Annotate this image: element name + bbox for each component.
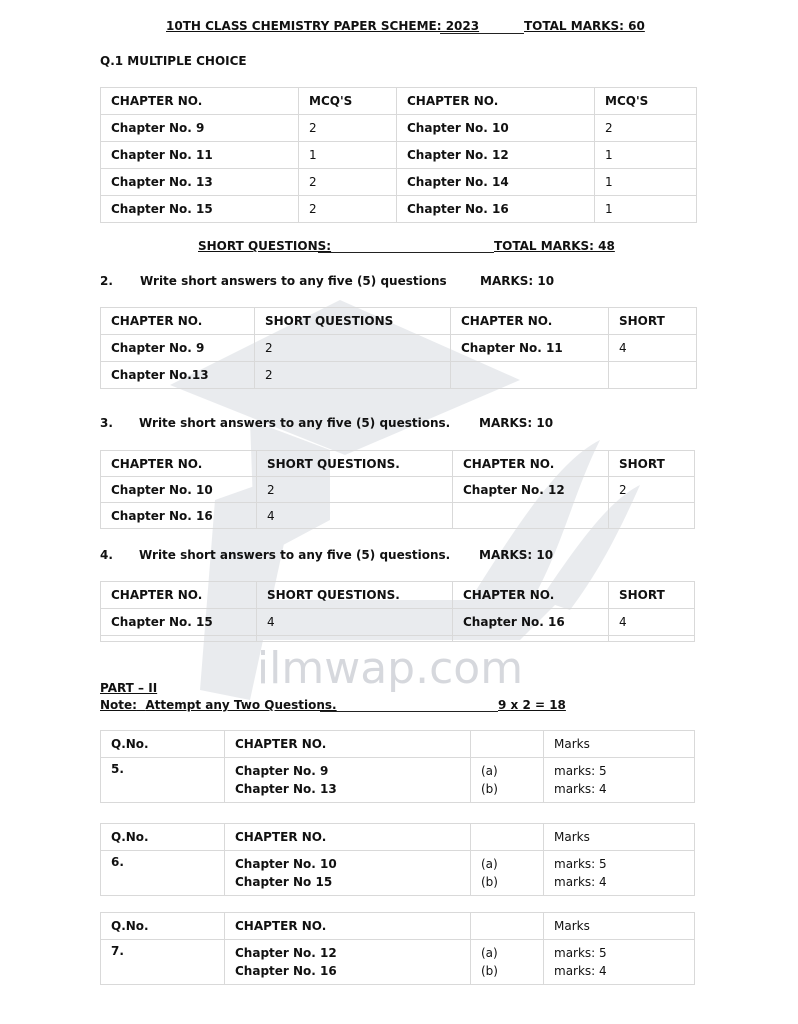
chapter-cell: Chapter No. 12	[453, 477, 609, 503]
mcq-table	[100, 87, 697, 223]
table-row	[101, 362, 697, 389]
chapters-list-item: Chapter No 15	[235, 875, 333, 889]
chapter-header: CHAPTER NO.	[225, 824, 471, 851]
column-header: SHORT QUESTIONS.	[257, 582, 453, 609]
table-row	[101, 851, 695, 896]
column-header: SHORT QUESTIONS	[255, 308, 451, 335]
parts-list-item: (a)	[481, 857, 498, 871]
empty-cell	[257, 636, 453, 642]
chapter-cell: Chapter No. 11	[101, 142, 299, 169]
table-row	[101, 335, 697, 362]
column-header: CHAPTER NO.	[397, 88, 595, 115]
qno-header: Q.No.	[101, 731, 225, 758]
column-header: CHAPTER NO.	[101, 88, 299, 115]
qno-header: Q.No.	[101, 824, 225, 851]
q3-number: 3.	[100, 416, 113, 430]
table-header-row	[101, 824, 695, 851]
q4-number: 4.	[100, 548, 113, 562]
table-header-row	[101, 88, 697, 115]
marks-list-item: marks: 4	[554, 875, 607, 889]
chapter-cell	[451, 362, 609, 389]
q4-table	[100, 581, 695, 642]
chapter-cell: Chapter No. 10	[101, 477, 257, 503]
count-cell: 2	[257, 477, 453, 503]
marks-header: Marks	[544, 824, 695, 851]
table-row	[101, 758, 695, 803]
chapter-cell: Chapter No. 16	[397, 196, 595, 223]
part2-marks: 9 x 2 = 18	[498, 698, 566, 712]
parts-list-item: (b)	[481, 964, 498, 978]
chapter-cell: Chapter No. 13	[101, 169, 299, 196]
count-cell: 2	[255, 335, 451, 362]
column-header: MCQ'S	[595, 88, 697, 115]
chapter-cell: Chapter No. 9	[101, 115, 299, 142]
long-question-table	[100, 912, 695, 985]
parts-list-item: (b)	[481, 875, 498, 889]
q2-table	[100, 307, 697, 389]
chapter-cell: Chapter No. 15	[101, 609, 257, 636]
marks-list-item: marks: 4	[554, 782, 607, 796]
table-row	[101, 940, 695, 985]
chapters-list	[225, 851, 471, 896]
total-marks: TOTAL MARKS: 60	[524, 19, 645, 33]
table-row	[101, 477, 695, 503]
question-number: 6.	[101, 851, 225, 896]
chapters-list-item: Chapter No. 9	[235, 764, 329, 778]
chapter-cell: Chapter No. 16	[453, 609, 609, 636]
q4-instruction: Write short answers to any five (5) questions.	[139, 548, 451, 562]
q2-number: 2.	[100, 274, 113, 288]
table-header-row	[101, 731, 695, 758]
table-row	[101, 115, 697, 142]
q4-marks: MARKS: 10	[479, 548, 554, 562]
chapter-cell: Chapter No. 14	[397, 169, 595, 196]
chapter-cell	[453, 503, 609, 529]
marks-list-item: marks: 5	[554, 946, 607, 960]
marks-list	[544, 758, 695, 803]
count-cell: 4	[257, 503, 453, 529]
question-number: 5.	[101, 758, 225, 803]
empty-cell	[609, 636, 695, 642]
column-header: CHAPTER NO.	[451, 308, 609, 335]
q3-marks: MARKS: 10	[479, 416, 554, 430]
parts-list-item: (a)	[481, 946, 498, 960]
column-header: CHAPTER NO.	[101, 582, 257, 609]
marks-list-item: marks: 5	[554, 764, 607, 778]
chapter-cell: Chapter No. 16	[101, 503, 257, 529]
empty-cell	[453, 636, 609, 642]
long-question-table	[100, 823, 695, 896]
q2-marks: MARKS: 10	[480, 274, 555, 288]
count-cell: 2	[299, 196, 397, 223]
column-header: CHAPTER NO.	[101, 308, 255, 335]
chapters-list-item: Chapter No. 12	[235, 946, 337, 960]
table-row	[101, 169, 697, 196]
parts-list	[471, 758, 544, 803]
empty-cell	[471, 824, 544, 851]
chapter-header: CHAPTER NO.	[225, 731, 471, 758]
marks-list	[544, 940, 695, 985]
marks-list-item: marks: 4	[554, 964, 607, 978]
count-cell: 2	[299, 115, 397, 142]
column-header: MCQ'S	[299, 88, 397, 115]
column-header: CHAPTER NO.	[453, 451, 609, 477]
q3-instruction: Write short answers to any five (5) questions.	[139, 416, 451, 430]
column-header: SHORT	[609, 451, 695, 477]
chapter-cell: Chapter No. 10	[397, 115, 595, 142]
marks-list	[544, 851, 695, 896]
parts-list-item: (b)	[481, 782, 498, 796]
empty-cell	[471, 913, 544, 940]
table-row	[101, 503, 695, 529]
table-header-row	[101, 913, 695, 940]
chapters-list-item: Chapter No. 13	[235, 782, 337, 796]
parts-list	[471, 851, 544, 896]
count-cell: 1	[299, 142, 397, 169]
table-header-row	[101, 582, 695, 609]
parts-list-item: (a)	[481, 764, 498, 778]
chapter-cell: Chapter No.13	[101, 362, 255, 389]
count-cell: 2	[255, 362, 451, 389]
count-cell	[609, 503, 695, 529]
table-row	[101, 196, 697, 223]
marks-list-item: marks: 5	[554, 857, 607, 871]
table-row	[101, 609, 695, 636]
marks-header: Marks	[544, 731, 695, 758]
count-cell: 2	[609, 477, 695, 503]
q3-table	[100, 450, 695, 529]
table-header-row	[101, 451, 695, 477]
chapters-list-item: Chapter No. 16	[235, 964, 337, 978]
count-cell	[609, 362, 697, 389]
empty-cell	[101, 636, 257, 642]
marks-header: Marks	[544, 913, 695, 940]
chapter-cell: Chapter No. 9	[101, 335, 255, 362]
paper-title: 10TH CLASS CHEMISTRY PAPER SCHEME: 2023	[166, 19, 480, 33]
part2-note: Note: Attempt any Two Questions.	[100, 698, 337, 712]
column-header: SHORT QUESTIONS.	[257, 451, 453, 477]
long-question-table	[100, 730, 695, 803]
count-cell: 1	[595, 142, 697, 169]
q1-heading: Q.1 MULTIPLE CHOICE	[100, 54, 247, 68]
count-cell: 4	[609, 335, 697, 362]
chapter-header: CHAPTER NO.	[225, 913, 471, 940]
table-row	[101, 142, 697, 169]
part2-heading: PART – II	[100, 681, 158, 695]
count-cell: 1	[595, 169, 697, 196]
column-header: SHORT	[609, 308, 697, 335]
count-cell: 2	[595, 115, 697, 142]
watermark-text: ilmwap.com	[256, 643, 524, 694]
question-number: 7.	[101, 940, 225, 985]
column-header: SHORT	[609, 582, 695, 609]
short-total-marks: TOTAL MARKS: 48	[494, 239, 615, 253]
count-cell: 4	[257, 609, 453, 636]
chapter-cell: Chapter No. 12	[397, 142, 595, 169]
table-header-row	[101, 308, 697, 335]
parts-list	[471, 940, 544, 985]
short-questions-heading: SHORT QUESTIONS:	[198, 239, 332, 253]
chapter-cell: Chapter No. 11	[451, 335, 609, 362]
chapter-cell: Chapter No. 15	[101, 196, 299, 223]
column-header: CHAPTER NO.	[101, 451, 257, 477]
chapters-list	[225, 940, 471, 985]
chapters-list	[225, 758, 471, 803]
count-cell: 4	[609, 609, 695, 636]
qno-header: Q.No.	[101, 913, 225, 940]
empty-cell	[471, 731, 544, 758]
column-header: CHAPTER NO.	[453, 582, 609, 609]
count-cell: 2	[299, 169, 397, 196]
count-cell: 1	[595, 196, 697, 223]
chapters-list-item: Chapter No. 10	[235, 857, 337, 871]
q2-instruction: Write short answers to any five (5) questions	[140, 274, 447, 288]
